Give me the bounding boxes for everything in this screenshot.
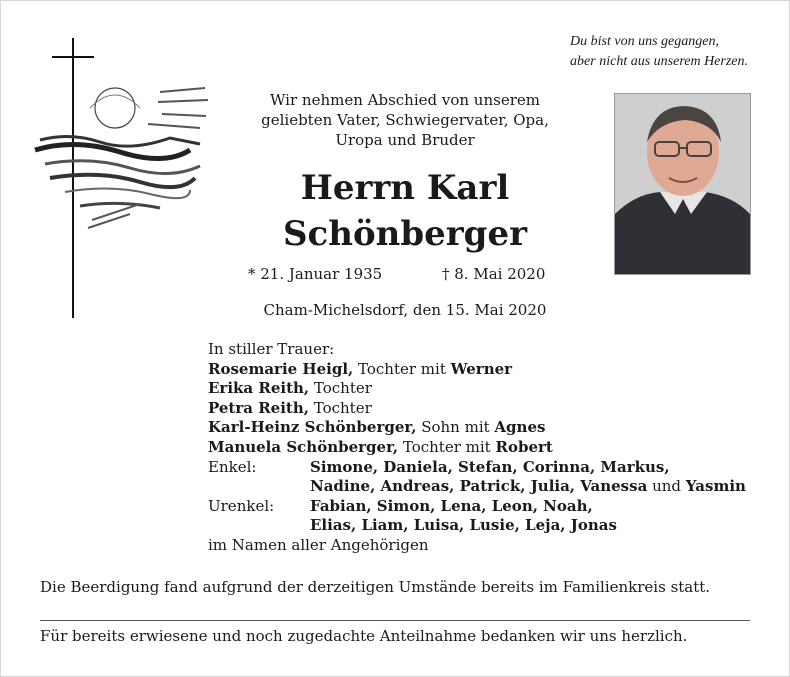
intro-text (230, 90, 580, 150)
name-line: Schönberger (282, 214, 527, 254)
mourner-relation: Tochter mit (398, 437, 496, 456)
mourners-list (208, 340, 768, 556)
thanks-text: Für bereits erwiesene und noch zugedachte Anteilnahme bedanken wir uns herzlich. (40, 627, 688, 645)
mourner-relation: Tochter (308, 398, 372, 417)
great-grandchildren-row (208, 497, 768, 536)
mourner-name: Petra Reith, (208, 398, 309, 417)
name-line: Herrn Karl (300, 168, 510, 208)
mourner-row (208, 399, 768, 419)
great-grandchildren-line: Fabian, Simon, Lena, Leon, Noah, (310, 496, 593, 515)
deceased-name (230, 165, 580, 257)
grandchildren-line: Nadine, Andreas, Patrick, Julia, Vanessa und Yasmin (310, 477, 746, 496)
mourner-relation: Tochter (309, 379, 372, 398)
mourner-name: Manuela Schönberger, (208, 437, 399, 456)
mourner-name: Rosemarie Heigl, (208, 359, 354, 378)
mourner-partner: Robert (495, 437, 553, 456)
moon-landscape-illustration (30, 78, 210, 238)
intro-line: geliebten Vater, Schwiegervater, Opa, (261, 111, 549, 129)
intro-line: Uropa und Bruder (335, 131, 475, 149)
great-grandchildren-line: Elias, Liam, Luisa, Lusie, Leja, Jonas (310, 516, 617, 535)
grandchildren-line: Simone, Daniela, Stefan, Corinna, Markus, (310, 457, 670, 476)
cross-bar (52, 56, 94, 58)
motto (570, 32, 748, 72)
mourner-relation: Tochter mit (353, 359, 451, 378)
mourner-row (208, 418, 768, 438)
intro-line: Wir nehmen Abschied von unserem (270, 91, 540, 109)
mourner-row (208, 379, 768, 399)
grandchildren-label: Enkel: (208, 457, 257, 476)
death-date: † 8. Mai 2020 (442, 265, 546, 283)
mourner-name: Erika Reith, (208, 379, 310, 398)
grandchildren-names (310, 458, 768, 497)
motto-line: aber nicht aus unserem Herzen. (570, 54, 748, 69)
funeral-notice: Die Beerdigung fand aufgrund der derzeitigen Umstände bereits im Familienkreis statt. (40, 578, 711, 596)
mourner-relation: Sohn mit (416, 418, 495, 437)
mourner-row (208, 360, 768, 380)
great-grandchildren-names (310, 497, 768, 536)
mourner-partner: Werner (450, 359, 513, 378)
mourning-heading: In stiller Trauer: (208, 340, 335, 358)
grandchildren-row (208, 458, 768, 497)
mourner-partner: Agnes (494, 418, 546, 437)
mourner-row (208, 438, 768, 458)
mourner-name: Karl-Heinz Schönberger, (208, 418, 417, 437)
great-grandchildren-label: Urenkel: (208, 496, 275, 515)
birth-date: * 21. Januar 1935 (248, 265, 383, 283)
divider (40, 620, 750, 621)
portrait-photo (614, 93, 751, 275)
motto-line: Du bist von uns gegangen, (570, 34, 719, 49)
mourning-closing: im Namen aller Angehörigen (208, 535, 429, 554)
place-date: Cham-Michelsdorf, den 15. Mai 2020 (263, 301, 547, 319)
